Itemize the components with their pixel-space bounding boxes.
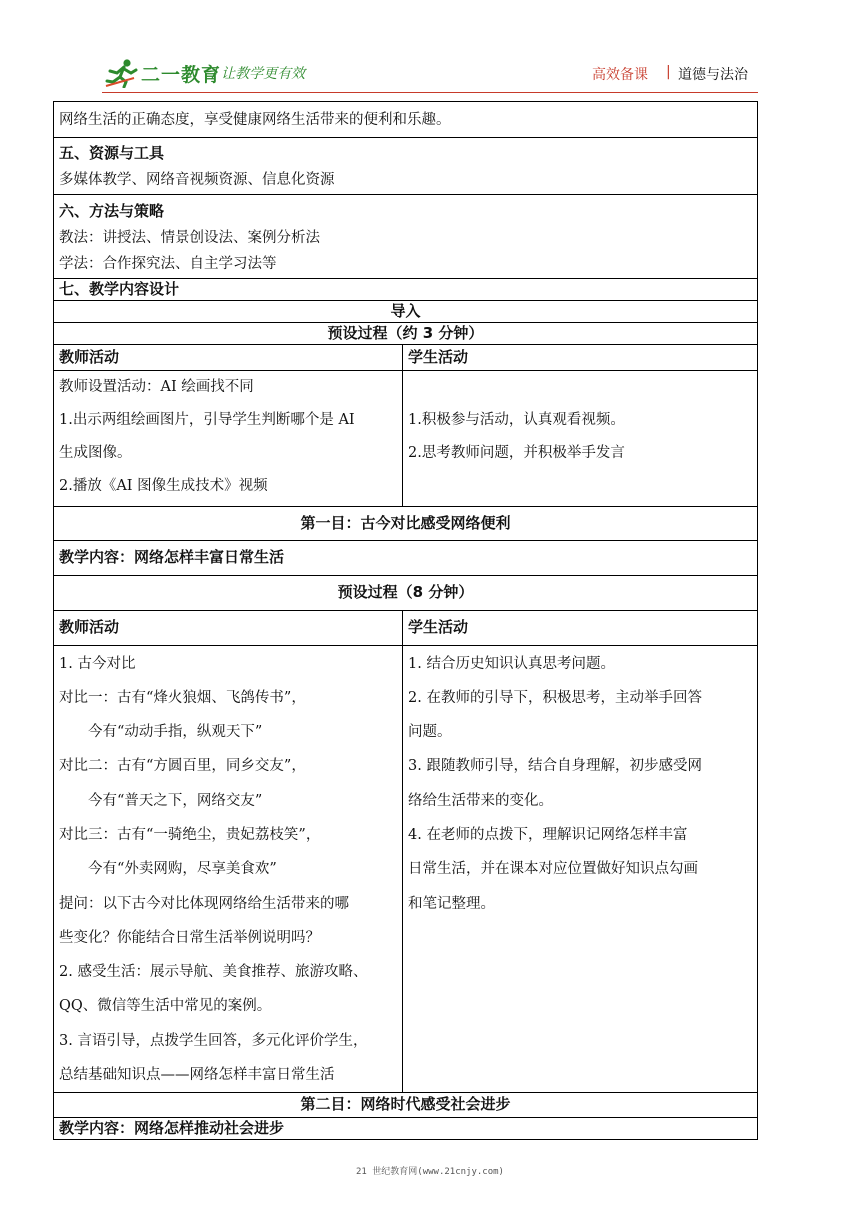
intro-teacher-line: 生成图像。 — [59, 444, 132, 461]
row-part-one-title — [54, 506, 758, 540]
row-part-one-col-headers — [54, 610, 758, 645]
student-activity-header: 学生活动 — [403, 344, 758, 370]
section-seven-title: 七、教学内容设计 — [54, 278, 758, 300]
learning-methods: 学法：合作探究法、自主学习法等 — [59, 256, 277, 272]
intro-student-cell — [403, 370, 758, 506]
part-one-teacher-line: 今有“外卖网购，尽享美食欢” — [88, 861, 277, 878]
page-header — [0, 0, 860, 100]
part-one-teacher-line: 总结基础知识点——网络怎样丰富日常生活 — [59, 1067, 335, 1084]
part-one-teacher-line: 提问：以下古今对比体现网络给生活带来的哪 — [59, 895, 349, 912]
part-one-content: 教学内容：网络怎样丰富日常生活 — [54, 540, 758, 575]
part-two-content: 教学内容：网络怎样推动社会进步 — [54, 1118, 758, 1140]
header-divider — [102, 92, 758, 93]
row-part-two-content — [54, 1118, 758, 1140]
part-two-title: 第二目：网络时代感受社会进步 — [54, 1093, 758, 1118]
intro-teacher-line: 2.播放《AI 图像生成技术》视频 — [59, 477, 268, 494]
row-intro-process — [54, 322, 758, 344]
intro-heading: 导入 — [54, 300, 758, 322]
part-one-student-line: 问题。 — [408, 724, 452, 741]
part-one-teacher-line: 1. 古今对比 — [59, 655, 136, 672]
row-goal-tail — [54, 102, 758, 138]
part-one-student-line: 1. 结合历史知识认真思考问题。 — [408, 655, 615, 672]
brand-slogan: / 让教学更有效 — [212, 66, 306, 82]
part-one-title: 第一目：古今对比感受网络便利 — [54, 506, 758, 540]
part-one-teacher-line: 对比二：古有“方圆百里，同乡交友”， — [59, 758, 306, 775]
section-five-body: 多媒体教学、网络音视频资源、信息化资源 — [59, 172, 335, 188]
part-one-student-line: 4. 在老师的点拨下，理解识记网络怎样丰富 — [408, 826, 688, 843]
runner-logo-icon — [104, 58, 138, 88]
intro-student-line: 2.思考教师问题，并积极举手发言 — [408, 444, 625, 461]
row-part-one-content — [54, 540, 758, 575]
row-part-one-process — [54, 575, 758, 610]
part-one-student-line: 日常生活，并在课本对应位置做好知识点勾画 — [408, 861, 698, 878]
part-one-teacher-line: 今有“普天之下，网络交友” — [88, 792, 263, 809]
student-activity-header: 学生活动 — [403, 610, 758, 645]
part-one-teacher-line: 对比三：古有“一骑绝尘，贵妃荔枝笑”， — [59, 826, 321, 843]
goal-tail-text: 网络生活的正确态度，享受健康网络生活带来的便利和乐趣。 — [54, 102, 758, 138]
intro-process-heading: 预设过程（约 3 分钟） — [54, 322, 758, 344]
page-footer: 21 世纪教育网(www.21cnjy.com) — [356, 1167, 504, 1177]
header-subject: 道德与法治 — [678, 67, 748, 83]
row-section-seven — [54, 278, 758, 300]
part-one-teacher-line: QQ、微信等生活中常见的案例。 — [59, 998, 272, 1015]
row-resources — [54, 138, 758, 195]
lesson-plan-table — [53, 101, 758, 1140]
row-methods — [54, 195, 758, 279]
part-one-student-line: 2. 在教师的引导下，积极思考，主动举手回答 — [408, 689, 702, 706]
section-five-title: 五、资源与工具 — [59, 144, 165, 162]
part-one-teacher-line: 3. 言语引导，点拨学生回答，多元化评价学生， — [59, 1032, 368, 1049]
part-one-student-line: 3. 跟随教师引导，结合自身理解，初步感受网 — [408, 758, 702, 775]
part-one-teacher-line: 些变化？你能结合日常生活举例说明吗？ — [59, 929, 320, 946]
teacher-activity-header: 教师活动 — [54, 610, 403, 645]
teaching-methods: 教法：讲授法、情景创设法、案例分析法 — [59, 229, 320, 246]
row-intro-col-headers — [54, 344, 758, 370]
row-part-one-activities — [54, 645, 758, 1093]
row-part-two-title — [54, 1093, 758, 1118]
intro-student-line: 1.积极参与活动，认真观看视频。 — [408, 411, 625, 428]
part-one-student-line: 络给生活带来的变化。 — [408, 792, 553, 809]
part-one-student-line: 和笔记整理。 — [408, 895, 495, 912]
part-one-student-cell — [403, 645, 758, 1093]
part-one-teacher-line: 对比一：古有“烽火狼烟、飞鸽传书”， — [59, 689, 306, 706]
part-one-process: 预设过程（8 分钟） — [54, 575, 758, 610]
part-one-teacher-line: 今有“动动手指，纵观天下” — [88, 724, 263, 741]
brand-name: 二一教育 — [141, 64, 222, 86]
section-six-title: 六、方法与策略 — [59, 202, 165, 220]
part-one-teacher-line: 2. 感受生活：展示导航、美食推荐、旅游攻略、 — [59, 964, 368, 981]
row-intro — [54, 300, 758, 322]
header-separator: | — [666, 64, 671, 80]
intro-teacher-line: 教师设置活动：AI 绘画找不同 — [59, 378, 254, 395]
header-tag: 高效备课 — [592, 67, 648, 83]
row-intro-activities — [54, 370, 758, 506]
part-one-teacher-cell — [54, 645, 403, 1093]
intro-teacher-cell — [54, 370, 403, 506]
intro-teacher-line: 1.出示两组绘画图片，引导学生判断哪个是 AI — [59, 411, 355, 428]
teacher-activity-header: 教师活动 — [54, 344, 403, 370]
